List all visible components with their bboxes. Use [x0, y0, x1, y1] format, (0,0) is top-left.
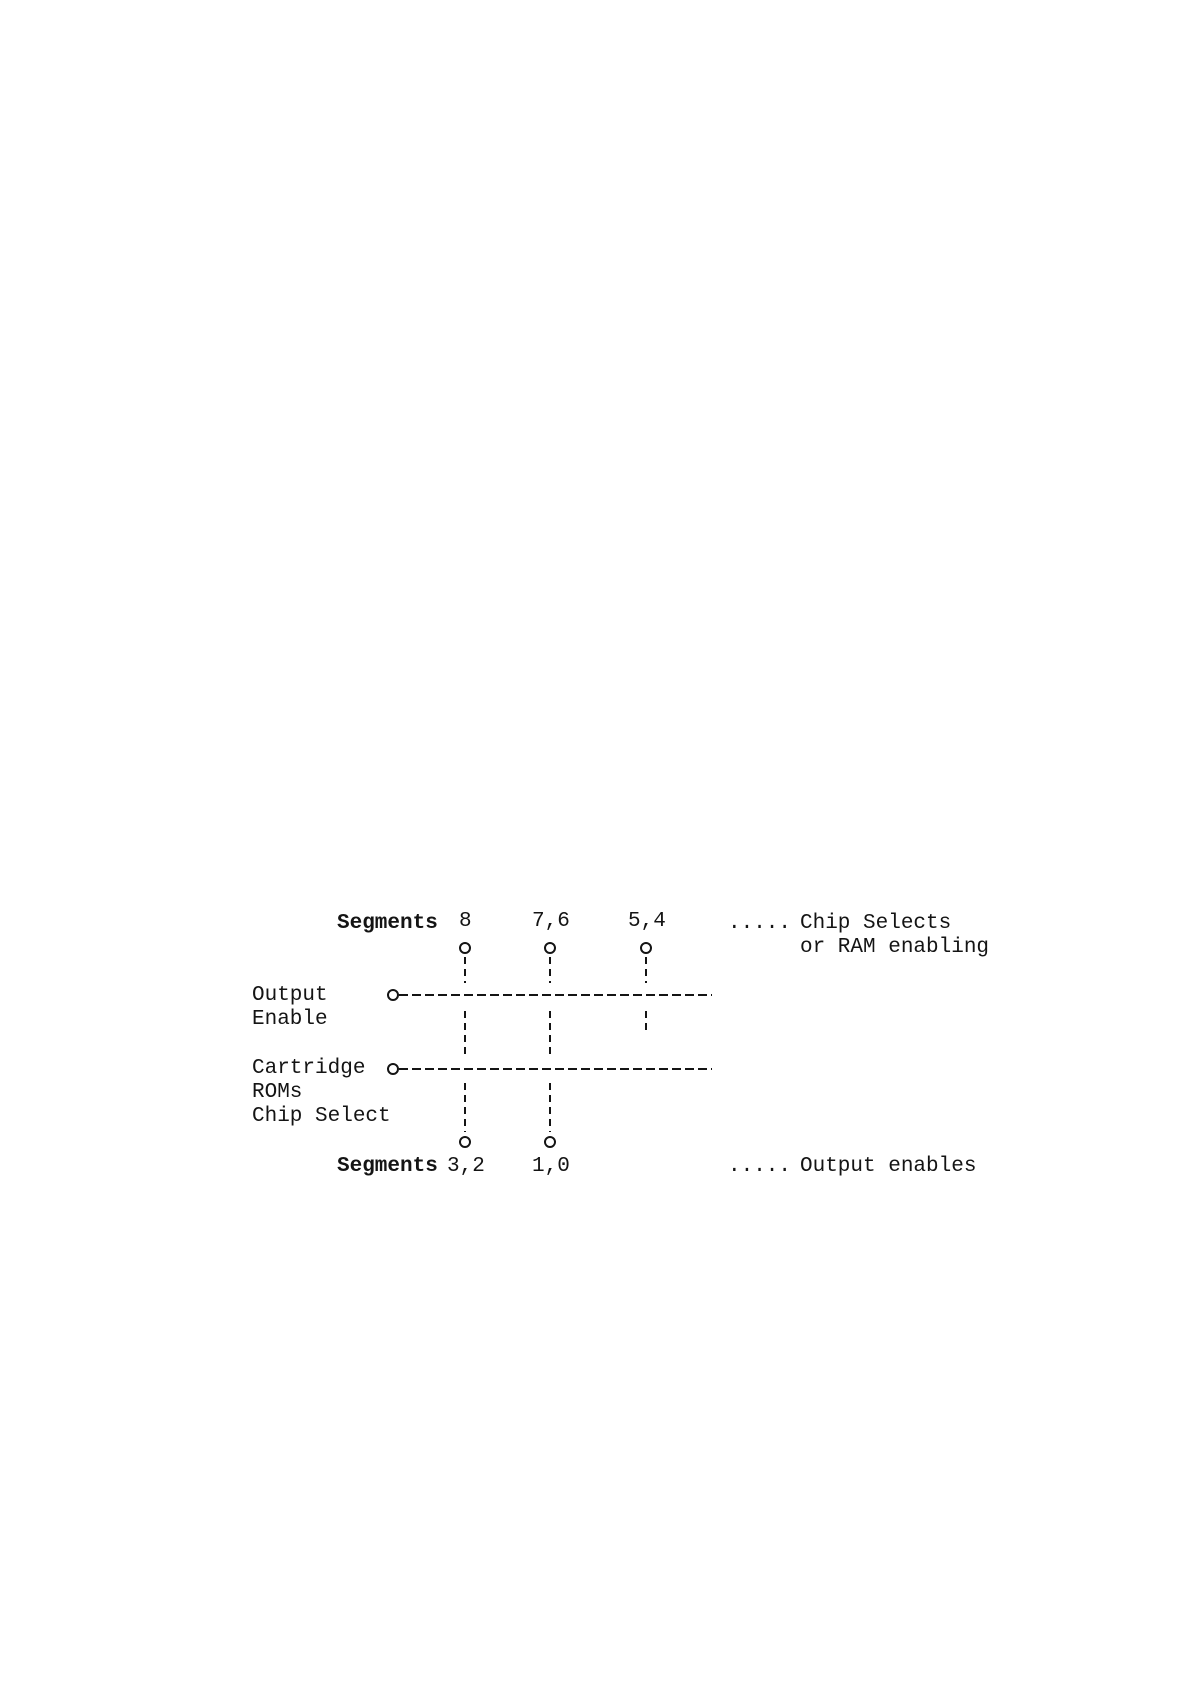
output-enable-node: [388, 990, 398, 1000]
output-enable-label-line1: Output: [252, 984, 328, 1007]
output-enable-label-line2: Enable: [252, 1008, 328, 1031]
pin-segment-5-4: [641, 943, 651, 953]
pin-segment-1-0: [545, 1137, 555, 1147]
top-segment-5-4-label: 5,4: [628, 910, 666, 933]
top-note-line2: or RAM enabling: [800, 936, 990, 959]
cartridge-label-line1: Cartridge: [252, 1057, 366, 1080]
cartridge-node: [388, 1064, 398, 1074]
bottom-note: Output enables: [800, 1155, 977, 1178]
cartridge-label-line3: Chip Select: [252, 1105, 391, 1128]
top-segment-7-6-label: 7,6: [532, 910, 570, 933]
bottom-segments-label: Segments: [337, 1155, 438, 1178]
bottom-dots: .....: [728, 1155, 792, 1178]
bottom-segment-1-0-label: 1,0: [532, 1155, 570, 1178]
top-segments-label: Segments: [337, 912, 438, 935]
pin-segment-8: [460, 943, 470, 953]
cartridge-label-line2: ROMs: [252, 1081, 303, 1104]
bottom-segment-3-2-label: 3,2: [447, 1155, 485, 1178]
top-note-line1: Chip Selects: [800, 912, 952, 935]
pin-segment-7-6: [545, 943, 555, 953]
top-dots: .....: [728, 912, 792, 935]
pin-segment-3-2: [460, 1137, 470, 1147]
top-segment-8-label: 8: [459, 910, 472, 933]
